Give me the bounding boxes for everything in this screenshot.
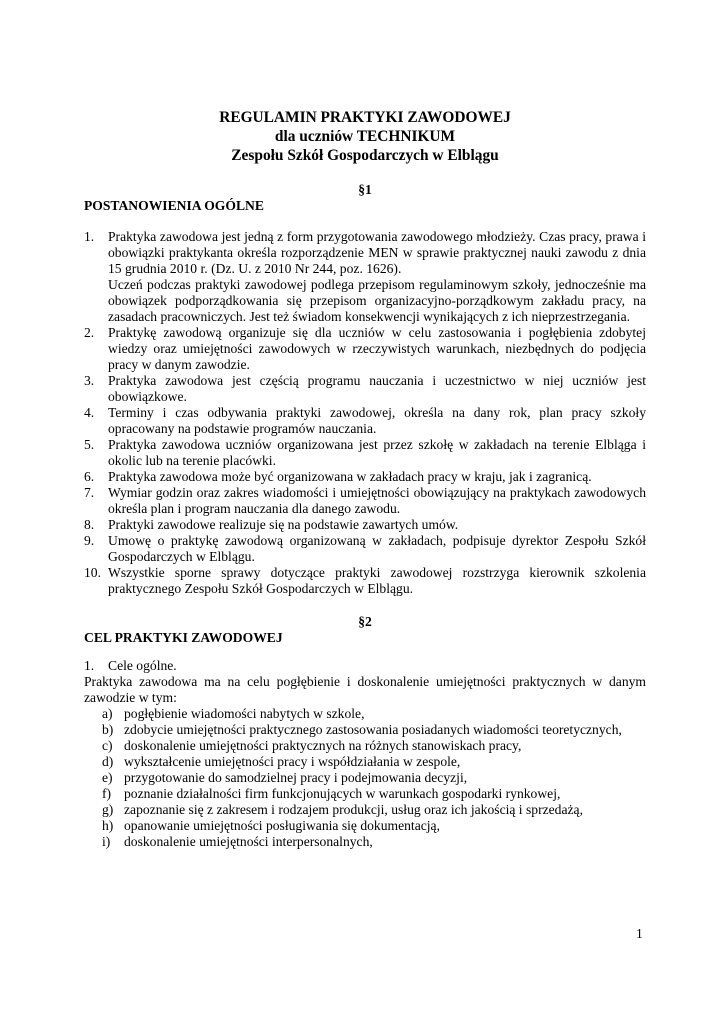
list-item: b) zdobycie umiejętności praktycznego zastosowania posiadanych wiadomości teoretycznych, bbox=[102, 722, 622, 737]
section-2-intro: Praktyka zawodowa ma na celu pogłębienie i doskonalenie umiejętności praktycznych w danym zawodzie w tym: bbox=[84, 674, 646, 705]
list-item: 9. Umowę o praktykę zawodową organizowaną w zakładach, podpisuje dyrektor Zespołu Szkół Gospodarczych w Elblągu. bbox=[84, 533, 646, 564]
list-item: 1. Cele ogólne. bbox=[84, 658, 177, 673]
page-number: 1 bbox=[636, 926, 643, 941]
list-item: a) pogłębienie wiadomości nabytych w szkole, bbox=[102, 706, 365, 721]
list-item: 7. Wymiar godzin oraz zakres wiadomości i umiejętności obowiązujący na praktykach zawodowych określa plan i program nauczania dla danego zawodu. bbox=[84, 485, 646, 516]
title-line-3: Zespołu Szkół Gospodarczych w Elblągu bbox=[231, 147, 499, 164]
list-item: d) wykształcenie umiejętności pracy i współdziałania w zespole, bbox=[102, 754, 461, 769]
title-line-2: dla uczniów TECHNIKUM bbox=[274, 128, 456, 145]
list-item: 1. Praktyka zawodowa jest jedną z form przygotowania zawodowego młodzieży. Czas pracy, prawa i obowiązki praktykanta określa rozporządzenie MEN w sprawie praktycznej nauki zawodu z dnia 15 grudnia 2010 r. (Dz. U. z 2010 Nr 244, poz. 1626). Uczeń podczas praktyki zawodowej podlega przepisom regulaminowym szkoły, jednocześnie ma obowiązek podporządkowania się przepisom organizacyjno-porządkowym zakładu pracy, na zasadach pracowniczych. Jest też świadom konsekwencji wynikających z ich nieprzestrzegania. bbox=[84, 229, 646, 324]
title-line-1: REGULAMIN PRAKTYKI ZAWODOWEJ bbox=[219, 109, 511, 126]
list-item: e) przygotowanie do samodzielnej pracy i podejmowania decyzji, bbox=[102, 770, 468, 785]
list-item: i) doskonalenie umiejętności interpersonalnych, bbox=[102, 834, 373, 849]
list-item: 6. Praktyka zawodowa może być organizowana w zakładach pracy w kraju, jak i zagranicą. bbox=[84, 469, 592, 484]
section-1-heading: POSTANOWIENIA OGÓLNE bbox=[84, 198, 264, 213]
section-2-sublist bbox=[84, 658, 646, 674]
list-item: f) poznanie działalności firm funkcjonujących w warunkach gospodarki rynkowej, bbox=[102, 786, 561, 801]
list-item: 10. Wszystkie sporne sprawy dotyczące praktyki zawodowej rozstrzyga kierownik szkolenia praktycznego Zespołu Szkół Gospodarczych w Elblągu. bbox=[84, 565, 646, 596]
list-item: 5. Praktyka zawodowa uczniów organizowana jest przez szkołę w zakładach na terenie Elbląga i okolic lub na terenie placówki. bbox=[84, 437, 646, 468]
list-item: 3. Praktyka zawodowa jest częścią programu nauczania i uczestnictwo w niej uczniów jest obowiązkowe. bbox=[84, 373, 646, 404]
list-item: h) opanowanie umiejętności posługiwania się dokumentacją, bbox=[102, 818, 440, 833]
list-item: 4. Terminy i czas odbywania praktyki zawodowej, określa na dany rok, plan pracy szkoły opracowany na podstawie programów nauczania. bbox=[84, 405, 646, 436]
section-2-heading: CEL PRAKTYKI ZAWODOWEJ bbox=[84, 630, 283, 645]
section-1-number: §1 bbox=[358, 182, 372, 197]
section-2-goals-list bbox=[84, 706, 646, 850]
section-2-number: §2 bbox=[358, 614, 372, 629]
list-item: 8. Praktyki zawodowe realizuje się na podstawie zawartych umów. bbox=[84, 517, 459, 532]
list-item: g) zapoznanie się z zakresem i rodzajem produkcji, usług oraz ich jakością i sprzedażą, bbox=[102, 802, 583, 817]
list-item: 2. Praktykę zawodową organizuje się dla uczniów w celu zastosowania i pogłębienia zdobytej wiedzy oraz umiejętności zawodowych w rzeczywistych warunkach, niezbędnych do podjęcia pracy w danym zawodzie. bbox=[84, 325, 646, 372]
document-page bbox=[84, 108, 646, 850]
section-1-list bbox=[84, 229, 646, 597]
list-item: c) doskonalenie umiejętności praktycznych na różnych stanowiskach pracy, bbox=[102, 738, 522, 753]
document-title bbox=[84, 108, 646, 165]
